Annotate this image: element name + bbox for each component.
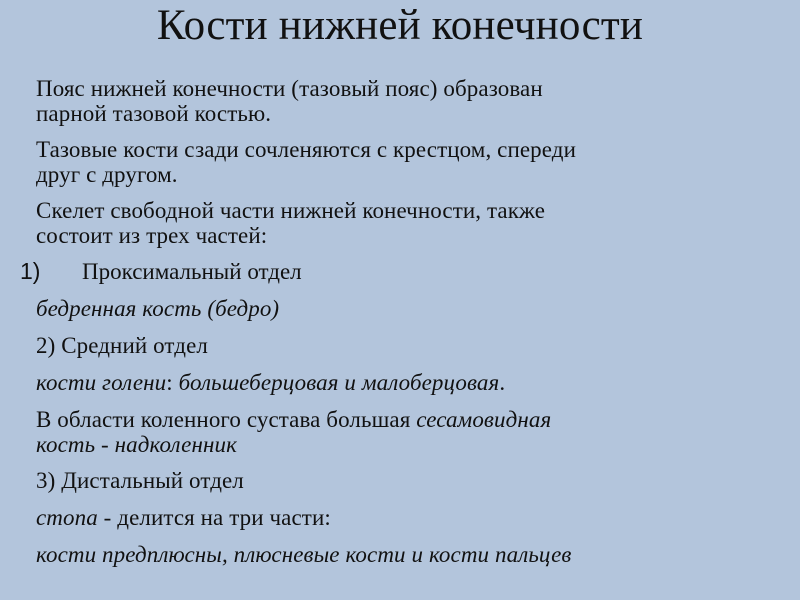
shin-bones-names: большеберцовая и малоберцовая: [172, 370, 500, 395]
foot-parts-line: кости предплюсны, плюсневые кости и кости пальцев: [36, 542, 572, 567]
paragraph-pelvic-bones: [36, 137, 766, 187]
list-item-distal: 3) Дистальный отдел: [36, 468, 244, 493]
paragraph-free-limb: [36, 198, 766, 248]
shin-bones-line: [36, 370, 766, 395]
knee-text: В области коленного сустава большая: [36, 407, 417, 432]
foot-line: [36, 505, 766, 530]
text-line: парной тазовой костью.: [36, 101, 272, 126]
text-line: Скелет свободной части нижней конечности, также: [36, 198, 546, 223]
paragraph-pelvic-girdle: [36, 76, 766, 126]
foot-term: стопа: [36, 505, 98, 530]
femur-line: бедренная кость (бедро): [36, 296, 280, 321]
shin-period: .: [499, 370, 506, 395]
list-item-proximal: [20, 258, 766, 284]
shin-colon: :: [166, 370, 173, 395]
list-item-label: Проксимальный отдел: [82, 259, 302, 284]
sesamoid-term: сесамовидная: [416, 407, 552, 432]
slide-title: Кости нижней конечности: [156, 2, 644, 49]
list-number: 1): [20, 258, 41, 284]
text-line: Тазовые кости сзади сочленяются с крестцом, спереди: [36, 137, 576, 162]
text-line: Пояс нижней конечности (тазовый пояс) образован: [36, 76, 543, 101]
list-item-middle: 2) Средний отдел: [36, 333, 208, 358]
patella-line: кость - надколенник: [36, 432, 237, 457]
paragraph-patella: [36, 407, 766, 457]
text-line: друг с другом.: [36, 162, 178, 187]
text-line: [36, 407, 766, 432]
text-line: состоит из трех частей:: [36, 223, 268, 248]
shin-label: кости голени: [36, 370, 167, 395]
foot-description: - делится на три части:: [97, 505, 331, 530]
slide-body: [20, 76, 766, 578]
